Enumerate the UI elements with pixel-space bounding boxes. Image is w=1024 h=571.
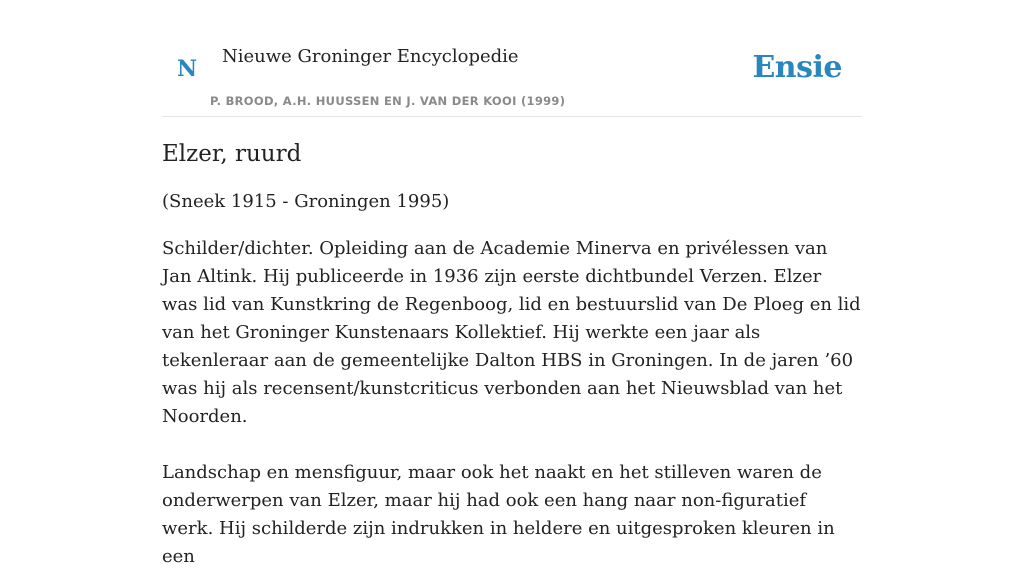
entry-content [162,138,862,571]
entry-title: Elzer, ruurd [162,141,302,167]
entry-paragraph: Schilder/dichter. Opleiding aan de Academie Minerva en privélessen van Jan Altink. Hij publiceerde in 1936 zijn eerste dichtbundel Verzen. Elzer was lid van Kunstkring de Regenboog, lid en bestuurslid van De Ploeg en lid van het Groninger Kunstenaars Kollektief. Hij werkte een jaar als tekenleraar aan de gemeentelijke Dalton HBS in Groningen. In de jaren ’60 was hij als recensent/kunstcriticus verbonden aan het Nieuwsblad van het Noorden. [162,238,861,427]
encyclopedia-logo[interactable]: N [177,56,198,82]
entry-paragraph: Landschap en mensfiguur, maar ook het naakt en het stilleven waren de onderwerpen van Elzer, maar hij had ook een hang naar non-figuratief werk. Hij schilderde zijn indrukken in heldere en uitgesproken kleuren in een [162,462,835,567]
source-header [162,0,862,117]
entry-dates: (Sneek 1915 - Groningen 1995) [162,191,450,212]
ensie-logo-link[interactable]: Ensie [752,50,842,85]
encyclopedia-authors: P. BROOD, A.H. HUUSSEN EN J. VAN DER KOOI (1999) [210,94,566,108]
encyclopedia-title[interactable]: Nieuwe Groninger Encyclopedie [222,46,519,67]
entry-body [162,235,862,571]
